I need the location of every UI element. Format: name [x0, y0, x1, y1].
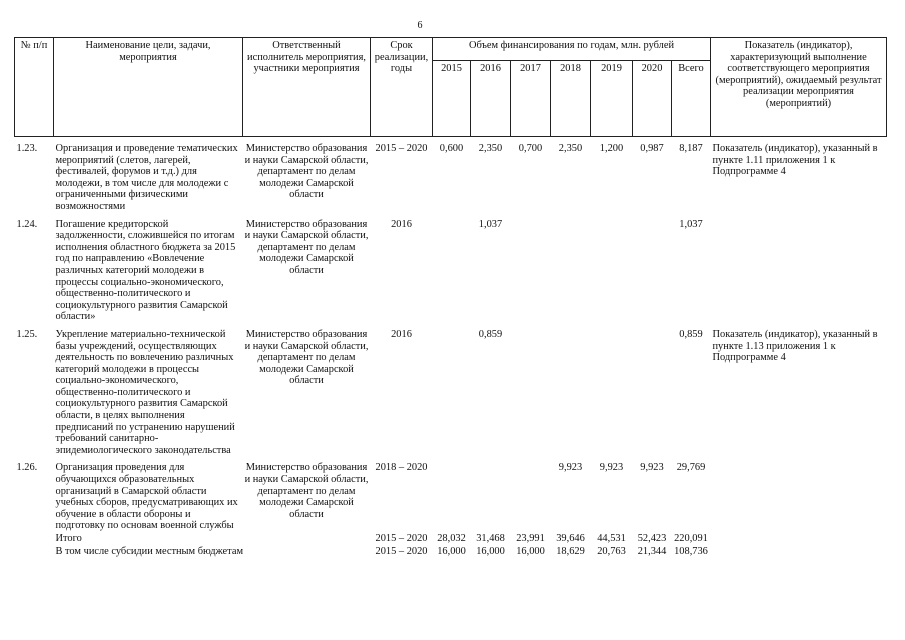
row-name: Организация и проведение тематических мероприятий (слетов, лагерей, фестивалей, форумов и т.д.) для молодежи, в том числе для молодежи с ограниченными физическими возможностями [55, 143, 238, 212]
row-number: 1.26. [16, 462, 38, 474]
subsidy-value: 18,629 [556, 546, 585, 557]
table-row [15, 456, 887, 532]
row-term: 2018 – 2020 [375, 462, 428, 474]
total-row [15, 532, 887, 545]
header-term: Срок реализации, годы [371, 38, 433, 137]
subsidy-value: 20,763 [597, 546, 626, 557]
row-value [551, 213, 591, 323]
total-value: 44,531 [597, 533, 626, 544]
row-value [511, 456, 551, 532]
total-value: 52,423 [637, 533, 667, 544]
row-value: 9,923 [640, 462, 664, 474]
row-value: 0,859 [478, 328, 503, 340]
row-value [511, 323, 551, 457]
row-executor: Министерство образования и науки Самарской области, департамент по делам молодежи Самарской области [244, 328, 369, 387]
subsidy-value: 16,000 [516, 546, 545, 557]
table-row [15, 323, 887, 457]
subsidy-value: 16,000 [437, 546, 466, 557]
page-number: 6 [417, 20, 423, 31]
header-year: 2020 [633, 61, 672, 137]
row-total: 29,769 [676, 462, 706, 474]
row-value [511, 213, 551, 323]
row-executor: Министерство образования и науки Самарской области, департамент по делам молодежи Самарской области [244, 218, 369, 276]
funding-table [14, 37, 887, 558]
subsidy-term: 2015 – 2020 [375, 546, 428, 557]
row-name: Организация проведения для обучающихся образовательных организаций в Самарской области учебных сборов, предусматривающих их обучение в области обороны и подготовку по основам военной службы [55, 462, 238, 532]
row-indicator [711, 213, 887, 323]
row-name: Укрепление материально-технической базы учреждений, осуществляющих деятельность по вовлечению различных категорий молодежи в процессы социально-экономического, общественно-политического и социокультурного развития Самарской области, в целях выполнения предписаний по устранению нарушений требований санитарно-эпидемиологического законодательства [55, 328, 235, 456]
total-value: 39,646 [556, 533, 585, 544]
header-funding: Объем финансирования по годам, млн. рублей [433, 38, 711, 61]
row-value: 0,600 [439, 143, 464, 154]
row-value: 1,037 [478, 218, 503, 230]
subsidy-grand: 108,736 [674, 546, 708, 557]
subsidy-value: 16,000 [476, 546, 505, 557]
row-value: 1,200 [599, 143, 624, 154]
header-num: № п/п [15, 38, 54, 137]
row-value: 2,350 [558, 143, 583, 154]
header-total-col: Всего [672, 61, 711, 137]
row-name: Погашение кредиторской задолженности, сложившейся по итогам исполнения областного бюджета за 2015 год по направлению «Вовлечение различных категорий молодежи в процессы социально-экономического, общественно-политического и социокультурного развития Самарской области» [55, 218, 236, 323]
table-header [15, 38, 887, 137]
row-total: 1,037 [679, 218, 703, 230]
row-indicator [711, 456, 887, 532]
total-value: 23,991 [516, 533, 545, 544]
row-value [471, 456, 511, 532]
total-value: 28,032 [437, 533, 466, 544]
header-executor: Ответственный исполнитель мероприятия, участники мероприятия [243, 38, 371, 137]
row-total: 8,187 [679, 143, 703, 154]
row-value [633, 213, 672, 323]
row-number: 1.23. [16, 143, 38, 154]
row-value [433, 456, 471, 532]
row-value [591, 323, 633, 457]
table-row [15, 137, 887, 213]
row-indicator: Показатель (индикатор), указанный в пункте 1.13 приложения 1 к Подпрограмме 4 [712, 328, 878, 364]
row-value: 2,350 [478, 143, 503, 154]
total-term: 2015 – 2020 [375, 533, 428, 544]
header-year: 2017 [511, 61, 551, 137]
row-value: 9,923 [599, 462, 624, 474]
header-year: 2019 [591, 61, 633, 137]
header-indicator: Показатель (индикатор), характеризующий выполнение соответствующего мероприятия (мероприятий), ожидаемый результат реализации мероприятия (мероприятий) [711, 38, 887, 137]
row-number: 1.25. [16, 328, 38, 340]
row-value: 9,923 [558, 462, 583, 474]
row-term: 2016 [391, 218, 412, 230]
total-label: Итого [55, 533, 82, 544]
header-year: 2015 [433, 61, 471, 137]
row-value [433, 213, 471, 323]
row-total: 0,859 [679, 328, 703, 340]
row-value: 0,700 [518, 143, 543, 154]
total-grand: 220,091 [674, 533, 708, 544]
header-name: Наименование цели, задачи, мероприятия [54, 38, 243, 137]
header-year: 2016 [471, 61, 511, 137]
row-value [591, 213, 633, 323]
table-row [15, 213, 887, 323]
header-year: 2018 [551, 61, 591, 137]
row-value: 0,987 [640, 143, 664, 154]
row-term: 2016 [391, 328, 412, 340]
row-term: 2015 – 2020 [375, 143, 428, 154]
row-executor: Министерство образования и науки Самарской области, департамент по делам молодежи Самарской области [244, 143, 369, 201]
row-indicator: Показатель (индикатор), указанный в пункте 1.11 приложения 1 к Подпрограмме 4 [712, 143, 878, 178]
subsidy-row [15, 545, 887, 558]
subsidy-label: В том числе субсидии местным бюджетам [55, 546, 244, 557]
row-number: 1.24. [16, 218, 38, 230]
row-value [433, 323, 471, 457]
row-value [551, 323, 591, 457]
subsidy-value: 21,344 [637, 546, 667, 557]
total-value: 31,468 [476, 533, 505, 544]
row-value [633, 323, 672, 457]
row-executor: Министерство образования и науки Самарской области, департамент по делам молодежи Самарской области [244, 462, 369, 520]
